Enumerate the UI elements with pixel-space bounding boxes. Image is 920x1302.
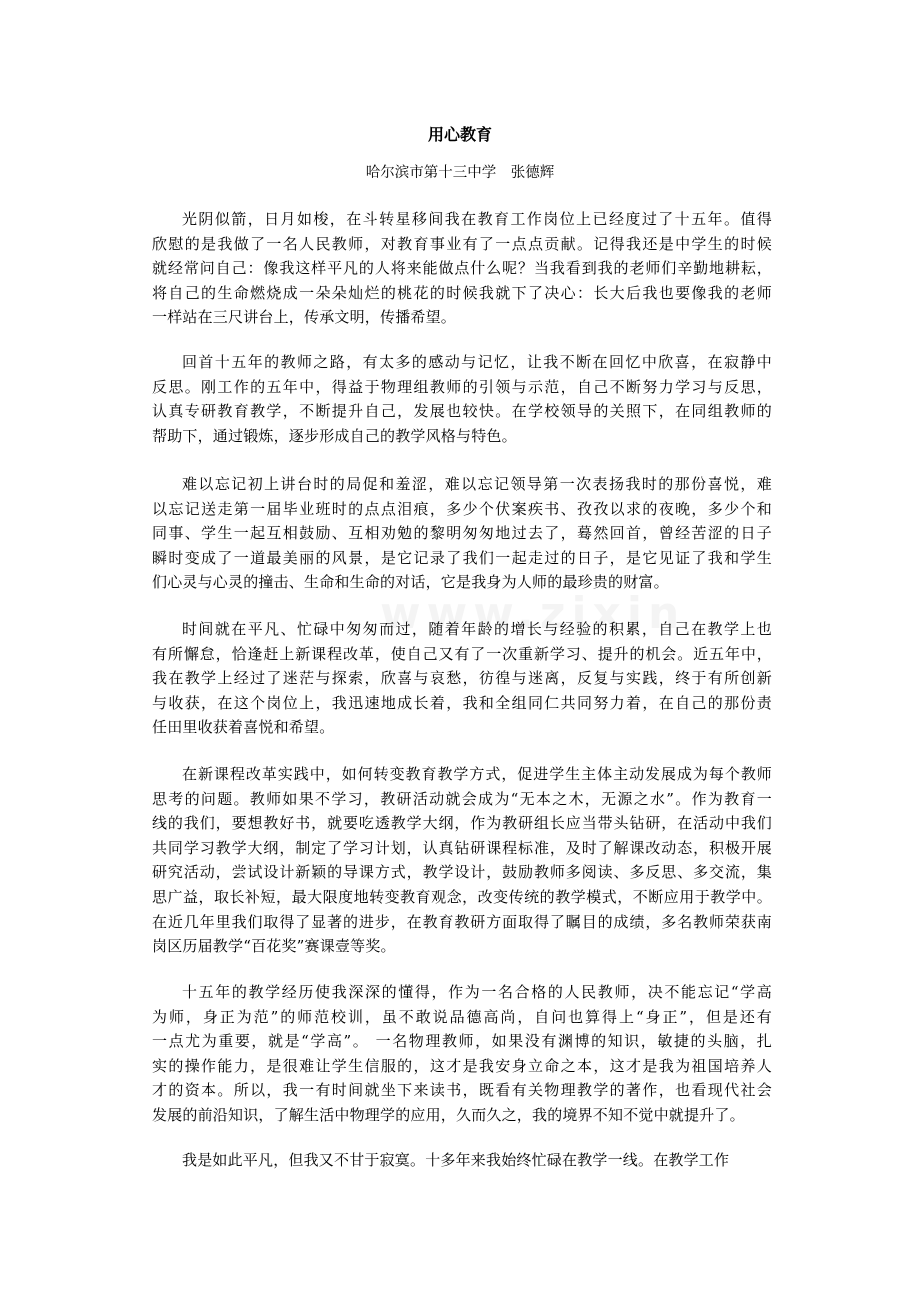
paragraph-line: 欣慰的是我做了一名人民教师，对教育事业有了一点点贡献。记得我还是中学生的时候 — [152, 234, 772, 253]
paragraph-line: 在新课程改革实践中，如何转变教育教学方式，促进学生主体主动发展成为每个教师 — [182, 765, 772, 783]
paragraph-line: 线的我们，要想教好书，就要吃透教学大纲，作为教研组长应当带头钻研，在活动中我们 — [152, 814, 772, 833]
paragraph-line: 有所懈怠，恰逢赶上新课程改革，使自己又有了一次重新学习、提升的机会。近五年中， — [152, 644, 772, 663]
paragraph-line: 一样站在三尺讲台上，传承文明，传播希望。 — [152, 308, 457, 327]
paragraph-line: 我在教学上经过了迷茫与探索，欣喜与哀愁，彷徨与迷离，反复与实践，终于有所创新 — [152, 669, 772, 688]
document-title: 用心教育 — [427, 125, 492, 144]
paragraph-7 — [152, 1148, 772, 1173]
paragraph-line: 思考的问题。教师如果不学习，教研活动就会成为“无本之木，无源之水”。作为教育一 — [152, 789, 772, 808]
paragraph-line: 们心灵与心灵的撞击、生命和生命的对话，它是我身为人师的最珍贵的财富。 — [152, 573, 669, 592]
paragraph-line: 为师，身正为范”的师范校训，虽不敢说品德高尚，自问也算得上“身正”，但是还有 — [152, 1007, 772, 1026]
paragraph-line: 难以忘记初上讲台时的局促和羞涩，难以忘记领导第一次表扬我时的那份喜悦，难 — [182, 475, 772, 493]
paragraph-line: 与收获，在这个岗位上，我迅速地成长着，我和全组同仁共同努力着，在自己的那份责 — [152, 693, 772, 712]
paragraph-line: 认真专研教育教学，不断提升自己，发展也较快。在学校领导的关照下，在同组教师的 — [152, 402, 772, 421]
paragraph-5 — [152, 762, 772, 959]
paragraph-2 — [152, 350, 772, 448]
document-subtitle: 哈尔滨市第十三中学 张德辉 — [365, 165, 555, 181]
paragraph-line: 发展的前沿知识，了解生活中物理学的应用，久而久之，我的境界不知不觉中就提升了。 — [152, 1105, 745, 1124]
paragraph-line: 才的资本。所以，我一有时间就坐下来读书，既看有关物理教学的著作，也看现代社会 — [152, 1081, 772, 1100]
paragraph-line: 回首十五年的教师之路，有太多的感动与记忆，让我不断在回忆中欣喜，在寂静中 — [182, 353, 772, 371]
paragraph-line: 十五年的教学经历使我深深的懂得，作为一名合格的人民教师，决不能忘记“学高 — [182, 983, 772, 1001]
paragraph-line: 思广益，取长补短，最大限度地转变教育观念，改变传统的教学模式，不断应用于教学中。 — [152, 887, 772, 906]
paragraph-line: 同事、学生一起互相鼓励、互相劝勉的黎明匆匆地过去了，蓦然回首，曾经苦涩的日子 — [152, 524, 772, 543]
paragraph-line: 我是如此平凡，但我又不甘于寂寞。十多年来我始终忙碌在教学一线。在教学工作 — [182, 1151, 730, 1169]
paragraph-line: 任田里收获着喜悦和希望。 — [152, 718, 335, 737]
paragraph-line: 一点尤为重要，就是“学高”。 一名物理教师，如果没有渊博的知识，敏捷的头脑，扎 — [152, 1032, 772, 1051]
paragraph-line: 帮助下，通过锻炼，逐步形成自己的教学风格与特色。 — [152, 426, 517, 445]
paragraph-4 — [152, 617, 772, 740]
paragraph-line: 以忘记送走第一届毕业班时的点点泪痕，多少个伏案疾书、孜孜以求的夜晚，多少个和 — [152, 499, 772, 518]
paragraph-line: 时间就在平凡、忙碌中匆匆而过，随着年龄的增长与经验的积累，自己在教学上也 — [182, 620, 772, 638]
paragraph-line: 研究活动，尝试设计新颖的导课方式，教学设计，鼓励教师多阅读、多反思、多交流，集 — [152, 863, 772, 882]
paragraph-line: 实的操作能力，是很难让学生信服的，这才是我安身立命之本，这才是我为祖国培养人 — [152, 1056, 772, 1075]
paragraph-3 — [152, 472, 772, 595]
paragraph-line: 就经常问自己：像我这样平凡的人将来能做点什么呢？当我看到我的老师们辛勤地耕耘， — [152, 259, 772, 278]
paragraph-line: 光阴似箭，日月如梭，在斗转星移间我在教育工作岗位上已经度过了十五年。值得 — [182, 210, 772, 228]
paragraph-line: 共同学习教学大纲，制定了学习计划，认真钻研课程标准，及时了解课改动态，积极开展 — [152, 838, 772, 857]
paragraph-1 — [152, 207, 772, 330]
paragraph-line: 岗区历届教学“百花奖”赛课壹等奖。 — [152, 937, 396, 956]
paragraph-line: 在近几年里我们取得了显著的进步，在教育教研方面取得了瞩目的成绩，多名教师荣获南 — [152, 912, 772, 931]
paragraph-line: 瞬时变成了一道最美丽的风景，是它记录了我们一起走过的日子，是它见证了我和学生 — [152, 548, 772, 567]
paragraph-line: 反思。刚工作的五年中，得益于物理组教师的引领与示范，自己不断努力学习与反思， — [152, 377, 772, 396]
paragraph-line: 将自己的生命燃烧成一朵朵灿烂的桃花的时候我就下了决心：长大后我也要像我的老师 — [152, 283, 772, 302]
paragraph-6 — [152, 980, 772, 1128]
